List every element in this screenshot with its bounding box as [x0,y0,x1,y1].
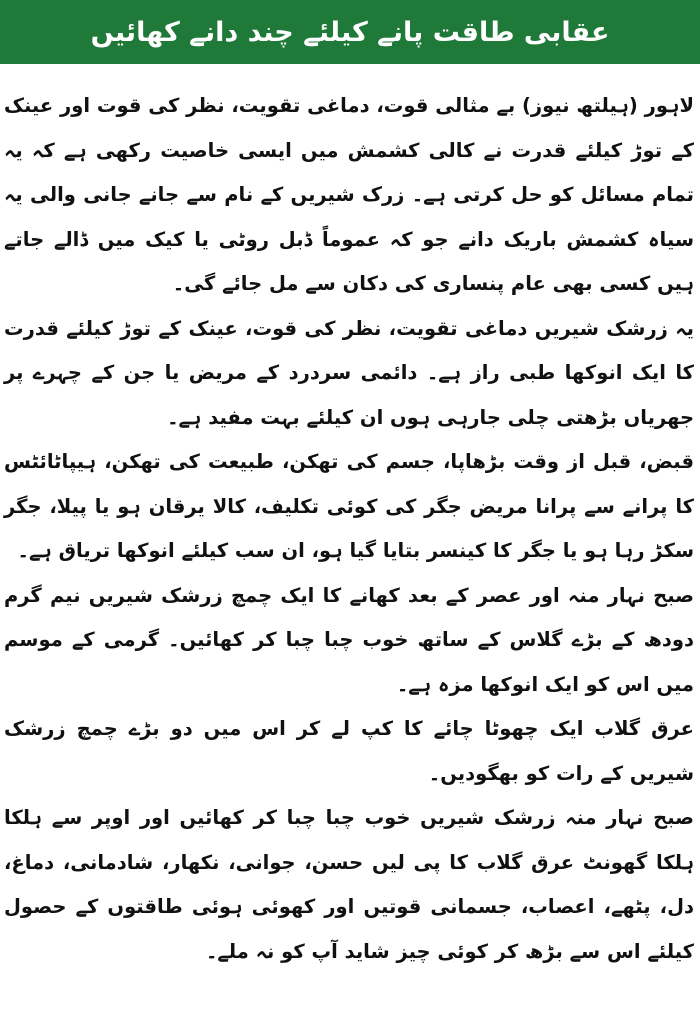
paragraph-ailments: قبض، قبل از وقت بڑھاپا، جسم کی تھکن، طبیعت کی تھکن، ہیپاٹائٹس کا پرانے سے پرانا مریض جگر کی کوئی تکلیف، کالا یرقان ہو یا پیلا، جگر سکڑ رہا ہو یا جگر کا کینسر بتایا گیا ہو، ان سب کیلئے انوکھا تریاق ہے۔ [4,450,694,562]
paragraph-rosewater-soak: عرق گلاب ایک چھوٹا چائے کا کپ لے کر اس میں دو بڑے چمچ زرشک شیریں کے رات کو بھگودیں۔ [4,717,694,785]
paragraph-intro: لاہور (ہیلتھ نیوز) بے مثالی قوت، دماغی تقویت، نظر کی قوت اور عینک کے توڑ کیلئے قدرت نے کالی کشمش میں ایسی خاصیت رکھی ہے کہ یہ تمام مسائل کو حل کرتی ہے۔ زرک شیریں کے نام سے جانے جانی والی یہ سیاہ کشمش باریک دانے جو کہ عموماً ڈبل روٹی یا کیک میں ڈالے جاتے ہیں کسی بھی عام پنساری کی دکان سے مل جائے گی۔ [4,94,694,295]
paragraph-usage-milk: صبح نہار منہ اور عصر کے بعد کھانے کا ایک چمچ زرشک شیریں نیم گرم دودھ کے بڑے گلاس کے ساتھ خوب چبا چبا کر کھائیں۔ گرمی کے موسم میں اس کو ایک انوکھا مزہ ہے۔ [4,583,694,696]
article-title-bar [0,0,700,64]
article-body [4,84,694,974]
paragraph-morning-routine: صبح نہار منہ زرشک شیریں خوب چبا چبا کر کھائیں اور اوپر سے ہلکا ہلکا گھونٹ عرق گلاب کا پی لیں حسن، جوانی، نکھار، شادمانی، دماغ، دل، پٹھے، اعصاب، جسمانی قوتیں اور کھوئی ہوئی طاقتوں کے حصول کیلئے اس سے بڑھ کر کوئی چیز شاید آپ کو نہ ملے۔ [4,806,694,963]
article-title: عقابی طاقت پانے کیلئے چند دانے کھائیں [90,16,610,48]
paragraph-benefits: یہ زرشک شیریں دماغی تقویت، نظر کی قوت، عینک کے توڑ کیلئے قدرت کا ایک انوکھا طبی راز ہے۔ دائمی سردرد کے مریض یا جن کے چہرے پر جھریاں بڑھتی چلی جارہی ہوں ان کیلئے بہت مفید ہے۔ [4,316,694,429]
